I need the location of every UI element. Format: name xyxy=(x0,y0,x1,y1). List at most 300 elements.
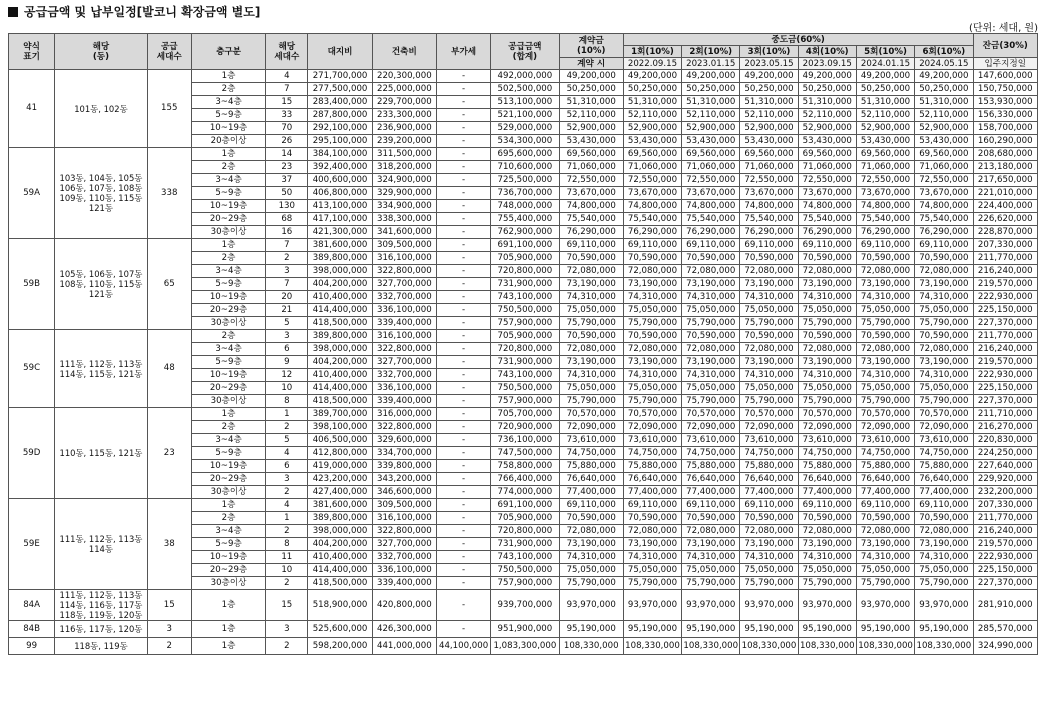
interim-cell: 74,310,000 xyxy=(623,551,681,564)
interim-cell: 69,110,000 xyxy=(623,499,681,512)
interim-cell: 69,110,000 xyxy=(682,239,740,252)
land-cell: 414,400,000 xyxy=(308,382,372,395)
interim-cell: 75,050,000 xyxy=(740,382,798,395)
interim-cell: 73,190,000 xyxy=(740,356,798,369)
interim-cell: 72,080,000 xyxy=(740,343,798,356)
interim-cell: 71,060,000 xyxy=(740,161,798,174)
floor-cell: 20~29층 xyxy=(191,382,265,395)
interim-cell: 75,790,000 xyxy=(623,317,681,330)
land-cell: 412,800,000 xyxy=(308,447,372,460)
interim-cell: 72,080,000 xyxy=(915,525,973,538)
building-cell: 336,100,000 xyxy=(372,564,436,577)
balance-cell: 220,830,000 xyxy=(973,434,1038,447)
land-cell: 418,500,000 xyxy=(308,577,372,590)
table-body xyxy=(9,70,1038,655)
interim-cell: 70,570,000 xyxy=(623,408,681,421)
floor-cell: 1층 xyxy=(191,148,265,161)
interim-cell: 69,560,000 xyxy=(915,148,973,161)
header-interim-date-5: 2024.01.15 xyxy=(856,58,914,70)
land-cell: 404,200,000 xyxy=(308,278,372,291)
contract-cell: 74,310,000 xyxy=(559,551,623,564)
floor-cell: 10~19층 xyxy=(191,460,265,473)
header-interim-6: 6회(10%) xyxy=(915,46,973,58)
units-cell: 9 xyxy=(266,356,308,369)
interim-cell: 70,590,000 xyxy=(798,330,856,343)
floor-cell: 2층 xyxy=(191,161,265,174)
contract-cell: 51,310,000 xyxy=(559,96,623,109)
interim-cell: 74,750,000 xyxy=(623,447,681,460)
interim-cell: 53,430,000 xyxy=(623,135,681,148)
contract-cell: 75,050,000 xyxy=(559,304,623,317)
interim-cell: 73,190,000 xyxy=(856,356,914,369)
total-cell: 748,000,000 xyxy=(491,200,559,213)
dong-cell: 111동, 112동, 113동 114동 xyxy=(55,499,147,590)
interim-cell: 69,560,000 xyxy=(682,148,740,161)
interim-cell: 75,880,000 xyxy=(623,460,681,473)
total-cell: 750,500,000 xyxy=(491,382,559,395)
units-cell: 11 xyxy=(266,551,308,564)
units-cell: 10 xyxy=(266,382,308,395)
interim-cell: 49,200,000 xyxy=(798,70,856,83)
interim-cell: 70,590,000 xyxy=(740,512,798,525)
interim-cell: 73,190,000 xyxy=(798,538,856,551)
vat-cell: - xyxy=(436,265,490,278)
floor-cell: 1층 xyxy=(191,239,265,252)
total-cell: 758,800,000 xyxy=(491,460,559,473)
land-cell: 389,800,000 xyxy=(308,512,372,525)
units-cell: 7 xyxy=(266,83,308,96)
type-cell: 59E xyxy=(9,499,55,590)
interim-cell: 49,200,000 xyxy=(740,70,798,83)
land-cell: 398,100,000 xyxy=(308,421,372,434)
balance-cell: 229,920,000 xyxy=(973,473,1038,486)
floor-cell: 2층 xyxy=(191,421,265,434)
interim-cell: 74,310,000 xyxy=(856,551,914,564)
total-cell: 705,900,000 xyxy=(491,330,559,343)
interim-cell: 73,190,000 xyxy=(915,538,973,551)
interim-cell: 74,750,000 xyxy=(798,447,856,460)
total-cell: 750,500,000 xyxy=(491,304,559,317)
header-contract-sub: 계약 시 xyxy=(559,58,623,70)
interim-cell: 73,610,000 xyxy=(740,434,798,447)
interim-cell: 75,880,000 xyxy=(915,460,973,473)
total-cell: 521,100,000 xyxy=(491,109,559,122)
balance-cell: 158,700,000 xyxy=(973,122,1038,135)
dong-cell: 111동, 112동, 113동 114동, 115동, 121동 xyxy=(55,330,147,408)
contract-cell: 108,330,000 xyxy=(559,638,623,655)
header-row xyxy=(9,34,1038,46)
interim-cell: 53,430,000 xyxy=(915,135,973,148)
land-cell: 398,000,000 xyxy=(308,525,372,538)
interim-cell: 70,590,000 xyxy=(915,330,973,343)
balance-cell: 221,010,000 xyxy=(973,187,1038,200)
interim-cell: 75,790,000 xyxy=(915,395,973,408)
interim-cell: 74,310,000 xyxy=(798,551,856,564)
balance-cell: 219,570,000 xyxy=(973,356,1038,369)
dong-cell: 111동, 112동, 113동 114동, 116동, 117동 118동, 119동, 120동 xyxy=(55,590,147,621)
floor-cell: 5~9층 xyxy=(191,538,265,551)
building-cell: 318,200,000 xyxy=(372,161,436,174)
interim-cell: 74,750,000 xyxy=(740,447,798,460)
header-interim-date-2: 2023.01.15 xyxy=(682,58,740,70)
interim-cell: 69,110,000 xyxy=(682,499,740,512)
total-cell: 695,600,000 xyxy=(491,148,559,161)
table-row xyxy=(9,239,1038,252)
balance-cell: 211,710,000 xyxy=(973,408,1038,421)
interim-cell: 73,670,000 xyxy=(623,187,681,200)
total-cell: 762,900,000 xyxy=(491,226,559,239)
land-cell: 518,900,000 xyxy=(308,590,372,621)
interim-cell: 49,200,000 xyxy=(623,70,681,83)
interim-cell: 52,900,000 xyxy=(682,122,740,135)
header-interim-1: 1회(10%) xyxy=(623,46,681,58)
table-row xyxy=(9,148,1038,161)
balance-cell: 224,250,000 xyxy=(973,447,1038,460)
contract-cell: 52,900,000 xyxy=(559,122,623,135)
interim-cell: 72,090,000 xyxy=(798,421,856,434)
total-cell: 705,900,000 xyxy=(491,512,559,525)
building-cell: 339,400,000 xyxy=(372,577,436,590)
interim-cell: 75,880,000 xyxy=(798,460,856,473)
interim-cell: 74,310,000 xyxy=(623,291,681,304)
interim-cell: 51,310,000 xyxy=(798,96,856,109)
land-cell: 381,600,000 xyxy=(308,239,372,252)
interim-cell: 72,090,000 xyxy=(623,421,681,434)
interim-cell: 108,330,000 xyxy=(856,638,914,655)
contract-cell: 69,560,000 xyxy=(559,148,623,161)
header-interim-date-4: 2023.09.15 xyxy=(798,58,856,70)
contract-cell: 69,110,000 xyxy=(559,499,623,512)
land-cell: 410,400,000 xyxy=(308,369,372,382)
contract-cell: 49,200,000 xyxy=(559,70,623,83)
floor-cell: 10~19층 xyxy=(191,551,265,564)
type-cell: 84A xyxy=(9,590,55,621)
header-interim: 중도금(60%) xyxy=(623,34,973,46)
interim-cell: 75,050,000 xyxy=(623,304,681,317)
building-cell: 322,800,000 xyxy=(372,421,436,434)
interim-cell: 70,590,000 xyxy=(740,330,798,343)
interim-cell: 49,200,000 xyxy=(915,70,973,83)
building-cell: 334,900,000 xyxy=(372,200,436,213)
interim-cell: 75,050,000 xyxy=(798,564,856,577)
interim-cell: 76,640,000 xyxy=(915,473,973,486)
interim-cell: 69,110,000 xyxy=(856,239,914,252)
interim-cell: 69,110,000 xyxy=(798,239,856,252)
interim-cell: 73,190,000 xyxy=(623,538,681,551)
contract-cell: 75,790,000 xyxy=(559,395,623,408)
floor-cell: 3~4층 xyxy=(191,434,265,447)
interim-cell: 75,050,000 xyxy=(740,304,798,317)
units-cell: 26 xyxy=(266,135,308,148)
header-interim-date-6: 2024.05.15 xyxy=(915,58,973,70)
vat-cell: - xyxy=(436,239,490,252)
interim-cell: 74,310,000 xyxy=(915,291,973,304)
total-cell: 757,900,000 xyxy=(491,395,559,408)
interim-cell: 75,050,000 xyxy=(798,382,856,395)
balance-cell: 225,150,000 xyxy=(973,382,1038,395)
vat-cell: - xyxy=(436,148,490,161)
units-cell: 6 xyxy=(266,343,308,356)
units-cell: 4 xyxy=(266,447,308,460)
interim-cell: 75,540,000 xyxy=(856,213,914,226)
contract-cell: 75,540,000 xyxy=(559,213,623,226)
table-row xyxy=(9,638,1038,655)
interim-cell: 74,310,000 xyxy=(856,369,914,382)
building-cell: 341,600,000 xyxy=(372,226,436,239)
interim-cell: 73,190,000 xyxy=(623,356,681,369)
balance-cell: 207,330,000 xyxy=(973,499,1038,512)
table-row xyxy=(9,70,1038,83)
floor-cell: 1층 xyxy=(191,408,265,421)
total-cell: 725,500,000 xyxy=(491,174,559,187)
interim-cell: 75,050,000 xyxy=(856,564,914,577)
building-cell: 324,900,000 xyxy=(372,174,436,187)
interim-cell: 70,570,000 xyxy=(798,408,856,421)
floor-cell: 30층이상 xyxy=(191,577,265,590)
vat-cell: - xyxy=(436,499,490,512)
building-cell: 332,700,000 xyxy=(372,551,436,564)
interim-cell: 50,250,000 xyxy=(682,83,740,96)
interim-cell: 70,590,000 xyxy=(623,330,681,343)
contract-cell: 72,090,000 xyxy=(559,421,623,434)
interim-cell: 75,050,000 xyxy=(915,382,973,395)
vat-cell: - xyxy=(436,408,490,421)
interim-cell: 93,970,000 xyxy=(915,590,973,621)
interim-cell: 75,790,000 xyxy=(623,395,681,408)
interim-cell: 72,080,000 xyxy=(623,343,681,356)
interim-cell: 51,310,000 xyxy=(915,96,973,109)
contract-cell: 93,970,000 xyxy=(559,590,623,621)
units-cell: 7 xyxy=(266,278,308,291)
contract-cell: 72,080,000 xyxy=(559,343,623,356)
total-cell: 731,900,000 xyxy=(491,538,559,551)
land-cell: 423,200,000 xyxy=(308,473,372,486)
table-row xyxy=(9,621,1038,638)
interim-cell: 75,790,000 xyxy=(915,317,973,330)
floor-cell: 1층 xyxy=(191,590,265,621)
interim-cell: 75,050,000 xyxy=(915,304,973,317)
land-cell: 427,400,000 xyxy=(308,486,372,499)
table-row xyxy=(9,590,1038,621)
land-cell: 410,400,000 xyxy=(308,551,372,564)
interim-cell: 75,880,000 xyxy=(740,460,798,473)
interim-cell: 69,110,000 xyxy=(915,499,973,512)
interim-cell: 77,400,000 xyxy=(856,486,914,499)
building-cell: 329,900,000 xyxy=(372,187,436,200)
total-cell: 757,900,000 xyxy=(491,317,559,330)
interim-cell: 73,190,000 xyxy=(798,278,856,291)
total-cell: 710,600,000 xyxy=(491,161,559,174)
floor-cell: 2층 xyxy=(191,252,265,265)
building-cell: 309,500,000 xyxy=(372,499,436,512)
units-cell: 10 xyxy=(266,564,308,577)
balance-cell: 156,330,000 xyxy=(973,109,1038,122)
balance-cell: 222,930,000 xyxy=(973,291,1038,304)
land-cell: 283,400,000 xyxy=(308,96,372,109)
units-cell: 1 xyxy=(266,408,308,421)
interim-cell: 74,800,000 xyxy=(856,200,914,213)
total-cell: 747,500,000 xyxy=(491,447,559,460)
units-cell: 21 xyxy=(266,304,308,317)
contract-cell: 70,590,000 xyxy=(559,330,623,343)
interim-cell: 75,540,000 xyxy=(682,213,740,226)
interim-cell: 75,880,000 xyxy=(856,460,914,473)
balance-cell: 216,270,000 xyxy=(973,421,1038,434)
header-interim-date-3: 2023.05.15 xyxy=(740,58,798,70)
dong-cell: 103동, 104동, 105동 106동, 107동, 108동 109동, 110동, 115동 121동 xyxy=(55,148,147,239)
floor-cell: 20~29층 xyxy=(191,564,265,577)
units-cell: 8 xyxy=(266,538,308,551)
header-interim-date-1: 2022.09.15 xyxy=(623,58,681,70)
total-cell: 757,900,000 xyxy=(491,577,559,590)
contract-cell: 75,050,000 xyxy=(559,564,623,577)
building-cell: 339,400,000 xyxy=(372,317,436,330)
interim-cell: 73,670,000 xyxy=(682,187,740,200)
land-cell: 381,600,000 xyxy=(308,499,372,512)
contract-cell: 72,080,000 xyxy=(559,525,623,538)
floor-cell: 10~19층 xyxy=(191,291,265,304)
floor-cell: 3~4층 xyxy=(191,96,265,109)
interim-cell: 52,110,000 xyxy=(682,109,740,122)
interim-cell: 75,790,000 xyxy=(682,395,740,408)
vat-cell: - xyxy=(436,486,490,499)
total-cell: 1,083,300,000 xyxy=(491,638,559,655)
interim-cell: 75,050,000 xyxy=(623,564,681,577)
land-cell: 410,400,000 xyxy=(308,291,372,304)
interim-cell: 75,790,000 xyxy=(856,395,914,408)
contract-cell: 95,190,000 xyxy=(559,621,623,638)
interim-cell: 72,550,000 xyxy=(623,174,681,187)
land-cell: 421,300,000 xyxy=(308,226,372,239)
land-cell: 417,100,000 xyxy=(308,213,372,226)
contract-cell: 75,880,000 xyxy=(559,460,623,473)
interim-cell: 76,640,000 xyxy=(682,473,740,486)
building-cell: 334,700,000 xyxy=(372,447,436,460)
units-cell: 15 xyxy=(266,590,308,621)
units-cell: 7 xyxy=(266,239,308,252)
total-cell: 743,100,000 xyxy=(491,369,559,382)
interim-cell: 75,790,000 xyxy=(682,317,740,330)
contract-cell: 71,060,000 xyxy=(559,161,623,174)
interim-cell: 108,330,000 xyxy=(682,638,740,655)
interim-cell: 74,750,000 xyxy=(682,447,740,460)
interim-cell: 73,190,000 xyxy=(623,278,681,291)
building-cell: 236,900,000 xyxy=(372,122,436,135)
interim-cell: 72,080,000 xyxy=(856,525,914,538)
units-cell: 2 xyxy=(266,577,308,590)
supply-units-cell: 3 xyxy=(147,621,191,638)
total-cell: 502,500,000 xyxy=(491,83,559,96)
balance-cell: 224,400,000 xyxy=(973,200,1038,213)
interim-cell: 95,190,000 xyxy=(915,621,973,638)
units-cell: 68 xyxy=(266,213,308,226)
contract-cell: 70,590,000 xyxy=(559,512,623,525)
interim-cell: 95,190,000 xyxy=(682,621,740,638)
interim-cell: 52,110,000 xyxy=(740,109,798,122)
floor-cell: 3~4층 xyxy=(191,343,265,356)
header-contract: 계약금 (10%) xyxy=(559,34,623,58)
vat-cell: - xyxy=(436,356,490,369)
contract-cell: 77,400,000 xyxy=(559,486,623,499)
interim-cell: 50,250,000 xyxy=(740,83,798,96)
floor-cell: 30층이상 xyxy=(191,226,265,239)
interim-cell: 74,310,000 xyxy=(740,291,798,304)
units-cell: 23 xyxy=(266,161,308,174)
balance-cell: 227,640,000 xyxy=(973,460,1038,473)
building-cell: 316,100,000 xyxy=(372,512,436,525)
interim-cell: 50,250,000 xyxy=(856,83,914,96)
interim-cell: 74,310,000 xyxy=(798,291,856,304)
interim-cell: 75,540,000 xyxy=(740,213,798,226)
contract-cell: 73,190,000 xyxy=(559,538,623,551)
building-cell: 322,800,000 xyxy=(372,265,436,278)
interim-cell: 75,540,000 xyxy=(623,213,681,226)
interim-cell: 74,800,000 xyxy=(682,200,740,213)
interim-cell: 75,050,000 xyxy=(740,564,798,577)
interim-cell: 72,080,000 xyxy=(856,265,914,278)
building-cell: 343,200,000 xyxy=(372,473,436,486)
total-cell: 534,300,000 xyxy=(491,135,559,148)
interim-cell: 71,060,000 xyxy=(915,161,973,174)
interim-cell: 75,050,000 xyxy=(856,304,914,317)
interim-cell: 75,790,000 xyxy=(798,395,856,408)
total-cell: 755,400,000 xyxy=(491,213,559,226)
interim-cell: 52,900,000 xyxy=(915,122,973,135)
contract-cell: 75,050,000 xyxy=(559,382,623,395)
supply-units-cell: 338 xyxy=(147,148,191,239)
units-cell: 1 xyxy=(266,512,308,525)
interim-cell: 51,310,000 xyxy=(740,96,798,109)
interim-cell: 70,590,000 xyxy=(856,512,914,525)
vat-cell: - xyxy=(436,122,490,135)
interim-cell: 73,670,000 xyxy=(915,187,973,200)
balance-cell: 217,650,000 xyxy=(973,174,1038,187)
contract-cell: 73,610,000 xyxy=(559,434,623,447)
header-interim-3: 3회(10%) xyxy=(740,46,798,58)
interim-cell: 95,190,000 xyxy=(856,621,914,638)
interim-cell: 74,310,000 xyxy=(856,291,914,304)
interim-cell: 70,570,000 xyxy=(915,408,973,421)
interim-cell: 75,050,000 xyxy=(915,564,973,577)
units-cell: 50 xyxy=(266,187,308,200)
interim-cell: 76,640,000 xyxy=(856,473,914,486)
interim-cell: 76,290,000 xyxy=(740,226,798,239)
table-title: 공급금액 및 납부일정[발코니 확장금액 별도] xyxy=(8,3,260,20)
interim-cell: 69,560,000 xyxy=(623,148,681,161)
contract-cell: 73,190,000 xyxy=(559,278,623,291)
square-bullet-icon xyxy=(8,7,18,17)
total-cell: 766,400,000 xyxy=(491,473,559,486)
interim-cell: 74,800,000 xyxy=(798,200,856,213)
interim-cell: 75,790,000 xyxy=(682,577,740,590)
units-cell: 14 xyxy=(266,148,308,161)
vat-cell: - xyxy=(436,447,490,460)
floor-cell: 3~4층 xyxy=(191,174,265,187)
interim-cell: 74,310,000 xyxy=(682,369,740,382)
contract-cell: 72,080,000 xyxy=(559,265,623,278)
floor-cell: 1층 xyxy=(191,621,265,638)
floor-cell: 1층 xyxy=(191,638,265,655)
interim-cell: 73,610,000 xyxy=(915,434,973,447)
total-cell: 939,700,000 xyxy=(491,590,559,621)
total-cell: 736,100,000 xyxy=(491,434,559,447)
type-cell: 41 xyxy=(9,70,55,148)
dong-cell: 110동, 115동, 121동 xyxy=(55,408,147,499)
interim-cell: 70,590,000 xyxy=(915,512,973,525)
total-cell: 731,900,000 xyxy=(491,356,559,369)
interim-cell: 69,110,000 xyxy=(623,239,681,252)
land-cell: 406,800,000 xyxy=(308,187,372,200)
